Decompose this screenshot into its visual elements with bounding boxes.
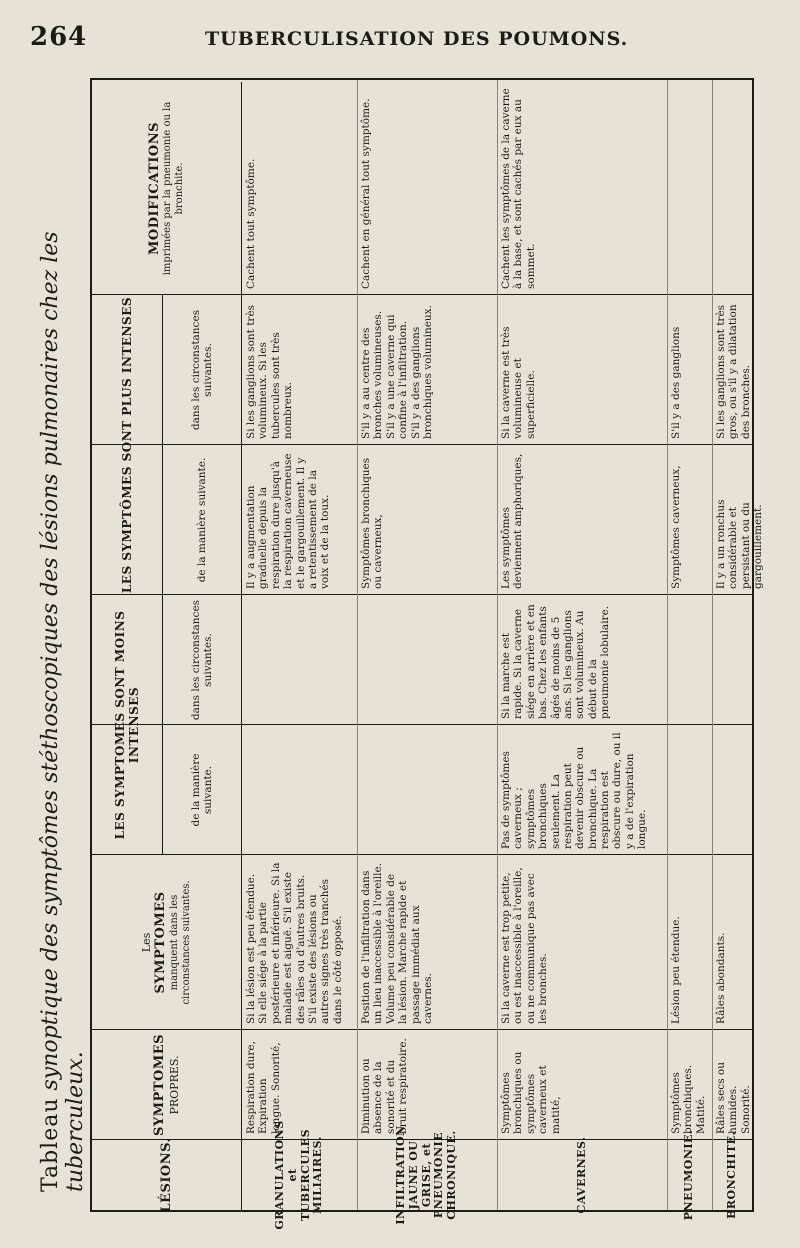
cell-modifications: Cachent tout symptôme. bbox=[245, 158, 257, 289]
header-symptomes-propres-sub: PROPRES. bbox=[167, 1055, 181, 1115]
lesion-cell: INFILTRATION JAUNE OU GRISE, et PNEUMONIE CHRONIQUE. bbox=[393, 1125, 459, 1225]
row-divider bbox=[357, 80, 358, 1210]
col-moins-circonstances bbox=[92, 594, 752, 725]
col-symptomes-propres bbox=[92, 1029, 752, 1140]
cell-manquent: Si la lésion est peu étendue. Si elle siége à la partie postérieure et inférieure. Si la maladie est aiguë. S'il existe des râles ou d'autres bruits. S'il existe des lésions ou autres signes très tranchés dans le côté opposé. bbox=[245, 862, 344, 1024]
row-divider bbox=[667, 80, 668, 1210]
lesion-cell: GRANULATIONS et TUBERCULES MILIAIRES. bbox=[272, 1120, 325, 1230]
table-title-prefix: Tableau bbox=[38, 1097, 63, 1192]
table-title-rest: synoptique des symptômes stéthoscopiques des lésions pulmonaires chez les tuberculeux. bbox=[38, 231, 88, 1192]
cell-plus-circonstances: Si les ganglions sont très gros, ou s'il y a dilatation des bronches. bbox=[715, 304, 752, 439]
page-number: 264 bbox=[30, 22, 88, 52]
table-title bbox=[38, 92, 88, 1192]
col-plus-circonstances bbox=[92, 294, 752, 445]
rotated-table-region bbox=[30, 62, 795, 1232]
running-title: TUBERCULISATION DES POUMONS. bbox=[205, 28, 629, 50]
header-moins-intenses: LES SYMPTOMES SONT MOINS INTENSES bbox=[92, 595, 163, 855]
header-lesions bbox=[92, 1137, 242, 1213]
header-symptomes-manquent bbox=[92, 855, 242, 1030]
col-plus-maniere bbox=[92, 444, 765, 595]
subheader-moins-circonstances: dans les circonstances suivantes. bbox=[162, 595, 242, 725]
header-symptomes-propres-label: SYMPTOMES bbox=[152, 1033, 168, 1137]
cell-propres: Symptômes bronchiques. Matité. bbox=[670, 1064, 707, 1134]
cell-plus-maniere: Il y a un ronchus considérable et persistant ou du gargouillement. bbox=[715, 499, 765, 589]
col-symptomes-manquent bbox=[92, 854, 752, 1030]
cell-modifications: Cachent les symptômes de la caverne à la base, et sont cachés par eux au sommet. bbox=[500, 88, 537, 289]
header-modifications-sub: imprimées par la pneumonie ou la bronchite. bbox=[162, 101, 186, 276]
cell-plus-circonstances: Si les ganglions sont très volumineux. Si les tubercules sont très nombreux. bbox=[245, 304, 295, 439]
cell-manquent: Position de l'infiltration dans un lieu inaccessible à l'oreille. Volume peu considérable de la lésion. Marche rapide et passage immédiat aux cavernes. bbox=[360, 862, 434, 1024]
header-manquent-sub: manquent dans les circonstances suivantes. bbox=[168, 880, 192, 1005]
lesion-cell: BRONCHITE. bbox=[724, 1131, 738, 1219]
header-modifications-label: MODIFICATIONS bbox=[146, 122, 162, 255]
cell-moins-maniere: Pas de symptômes caverneux ; symptômes bronchiques seulement. La respiration peut devenir obscure ou bronchique. La respiration est obscure ou dure, ou il y a de l'expiration longue. bbox=[500, 732, 649, 849]
row-divider bbox=[712, 80, 713, 1210]
cell-moins-circonstances: Si la marche est rapide. Si la caverne siége en arrière et en bas. Chez les enfants âgés de moins de 5 ans. Si les ganglions sont volumineux. Au début de la pneumonie lobulaire. bbox=[500, 604, 611, 719]
cell-propres: Râles secs ou humides. Sonorité. bbox=[715, 1062, 752, 1134]
cell-manquent: Lésion peu étendue. bbox=[670, 916, 682, 1024]
subheader-plus-maniere: de la manière suivante. bbox=[162, 445, 242, 595]
header-manquent-label: SYMPTOMES bbox=[153, 891, 169, 994]
cell-modifications: Cachent en général tout symptôme. bbox=[360, 98, 372, 289]
cell-propres: Respiration dure, Expiration longue. Sonorité, bbox=[245, 1041, 282, 1134]
page-header bbox=[0, 0, 800, 60]
lesion-cell: CAVERNES. bbox=[574, 1136, 588, 1214]
cell-plus-maniere: Symptômes bronchiques ou caverneux, bbox=[360, 457, 385, 589]
col-moins-maniere bbox=[92, 724, 752, 855]
cell-plus-circonstances: S'il y a des ganglions bbox=[670, 326, 682, 439]
header-lesions-label: LÉSIONS. bbox=[158, 1137, 174, 1213]
cell-manquent: Si la caverne est trop petite, ou est inaccessible à l'oreille, ou ne communique pas avec les bronches. bbox=[500, 867, 550, 1024]
subheader-moins-maniere: de la manière suivante. bbox=[162, 725, 242, 855]
cell-plus-circonstances: S'il y a au centre des bronches volumineuses. S'il y a une caverne qui confine à l'infiltration. S'il y a des ganglions bronchiques volumineux. bbox=[360, 305, 434, 439]
cell-propres: Symptômes bronchiques ou symptômes caverneux et matité, bbox=[500, 1051, 562, 1134]
header-symptomes-propres bbox=[92, 1030, 242, 1140]
cell-propres: Diminution ou absence de la sonorité et du bruit respiratoire. bbox=[360, 1038, 410, 1134]
col-modifications bbox=[92, 82, 752, 295]
cell-plus-circonstances: Si la caverne est très volumineuse et superficielle. bbox=[500, 326, 537, 439]
cell-plus-maniere: Les symptômes deviennent amphoriques, bbox=[500, 453, 525, 589]
header-manquent-pre: Les bbox=[140, 932, 154, 953]
col-lesions bbox=[92, 1120, 752, 1230]
synoptic-table bbox=[90, 78, 765, 1230]
cell-plus-maniere: Symptômes caverneux, bbox=[670, 465, 682, 589]
header-plus-intenses: LES SYMPTÔMES SONT PLUS INTENSES bbox=[92, 295, 163, 595]
lesion-cell: PNEUMONIE. bbox=[682, 1129, 696, 1221]
cell-plus-maniere: Il y a augmentation graduelle depuis la respiration dure jusqu'à la respiration caverneuse et le gargouillement. Il y a retentissement de la voix et de la toux. bbox=[245, 453, 332, 589]
subheader-plus-circonstances: dans les circonstances suivantes. bbox=[162, 295, 242, 445]
rotated-table bbox=[30, 62, 795, 1232]
row-divider bbox=[497, 80, 498, 1210]
cell-manquent: Râles abondants. bbox=[715, 932, 727, 1024]
header-modifications bbox=[92, 82, 242, 295]
